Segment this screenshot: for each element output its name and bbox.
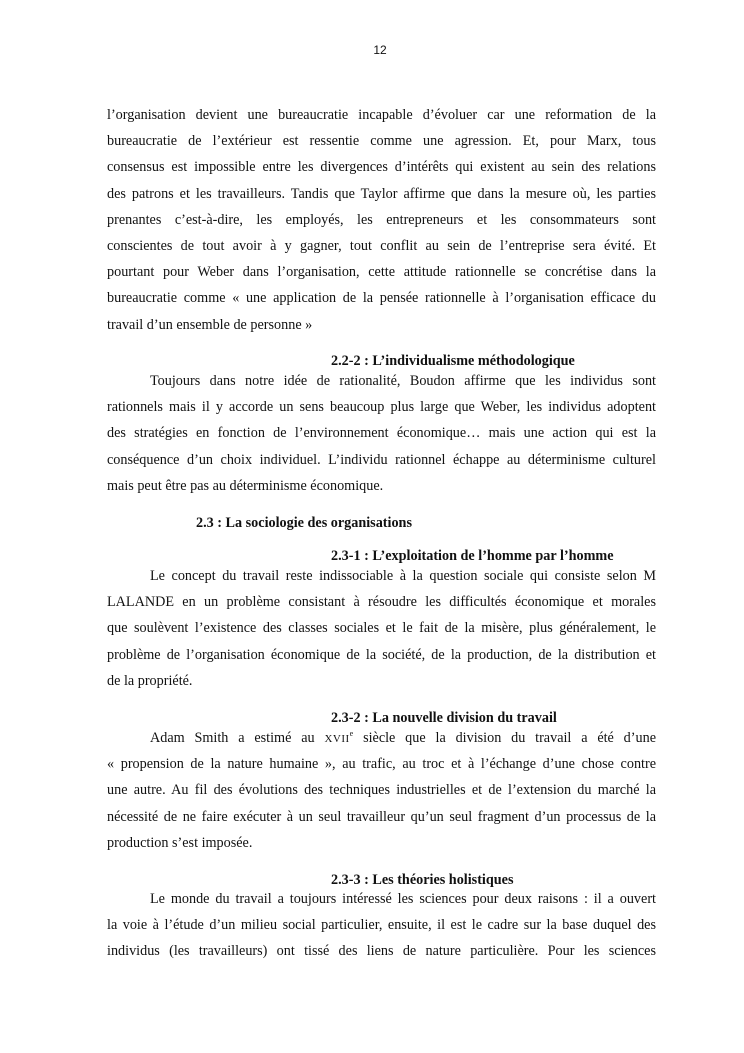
section-heading-2-3-2: 2.3-2 : La nouvelle division du travail xyxy=(331,710,557,726)
paragraph-bureaucracy xyxy=(107,102,656,338)
text-line: travail d’un ensemble de personne » xyxy=(107,316,313,333)
text-line: nécessité de ne faire exécuter à un seul travailleur qu’un seul fragment d’un processus de la xyxy=(107,808,656,825)
text-line: que soulèvent l’existence des classes sociales et le fait de la misère, plus généralement, le xyxy=(107,620,656,637)
text-line: consensus est impossible entre les divergences d’intérêts qui existent au sein des relations xyxy=(107,159,656,176)
text-line: bureaucratie comme « une application de la pensée rationnelle à l’organisation efficace du xyxy=(107,290,656,307)
text-line: bureaucratie de l’extérieur est ressentie comme une agression. Et, pour Marx, tous xyxy=(107,133,656,150)
section-heading-2-3: 2.3 : La sociologie des organisations xyxy=(196,515,412,531)
paragraph-travail-question-sociale xyxy=(107,563,656,694)
text-line: Adam Smith a estimé au XVIIe siècle que la division du travail a été d’une xyxy=(150,729,656,746)
text-line: de la propriété. xyxy=(107,672,193,689)
text-line: « propension de la nature humaine », au trafic, au troc et à l’échange d’une chose contre xyxy=(107,756,656,773)
text-line: conséquence d’un choix individuel. L’individu rationnel échappe au déterminisme culturel xyxy=(107,451,656,468)
text-line: conscientes de tout avoir à y gagner, tout conflit au sein de l’entreprise sera évité. Et xyxy=(107,237,656,254)
section-heading-2-3-1: 2.3-1 : L’exploitation de l’homme par l’homme xyxy=(331,548,614,564)
text-line: l’organisation devient une bureaucratie incapable d’évoluer car une reformation de la xyxy=(107,107,656,123)
text-line: production s’est imposée. xyxy=(107,834,253,851)
text-line: une autre. Au fil des évolutions des techniques industrielles et de l’extension du marché la xyxy=(107,782,656,799)
paragraph-monde-du-travail xyxy=(107,886,656,965)
paragraph-boudon xyxy=(107,368,656,499)
text-line: pourtant pour Weber dans l’organisation, cette attitude rationnelle se concrétise dans la xyxy=(107,264,656,281)
text-line: la voie à l’étude d’un milieu social particulier, ensuite, il est le cadre sur la base duquel des xyxy=(107,917,656,934)
section-heading-2-2-2: 2.2-2 : L’individualisme méthodologique xyxy=(331,353,575,369)
paragraph-adam-smith xyxy=(107,725,656,856)
page-number: 12 xyxy=(373,43,387,57)
text-line: des patrons et les travailleurs. Tandis que Taylor affirme que dans la mesure où, les parties xyxy=(107,185,656,202)
text-line: rationnels mais il y accorde un sens beaucoup plus large que Weber, les individus adoptent xyxy=(107,399,656,416)
text-line: problème de l’organisation économique de la société, de la production, de la distribution et xyxy=(107,646,656,663)
text-line: mais peut être pas au déterminisme économique. xyxy=(107,477,384,494)
text-line: Toujours dans notre idée de rationalité, Boudon affirme que les individus sont xyxy=(150,373,656,389)
text-line: Le monde du travail a toujours intéressé les sciences pour deux raisons : il a ouvert xyxy=(150,891,656,907)
text-line: individus (les travailleurs) ont tissé des liens de nature particulière. Pour les sciences xyxy=(107,943,656,960)
section-heading-2-3-3: 2.3-3 : Les théories holistiques xyxy=(331,872,514,888)
text-line: prenantes c’est-à-dire, les employés, les entrepreneurs et les consommateurs sont xyxy=(107,211,656,228)
text-line: LALANDE en un problème consistant à résoudre les difficultés économique et morales xyxy=(107,594,656,611)
text-line: des stratégies en fonction de l’environnement économique… mais une action qui est la xyxy=(107,425,656,442)
text-line: Le concept du travail reste indissociable à la question sociale qui consiste selon M xyxy=(150,568,656,584)
